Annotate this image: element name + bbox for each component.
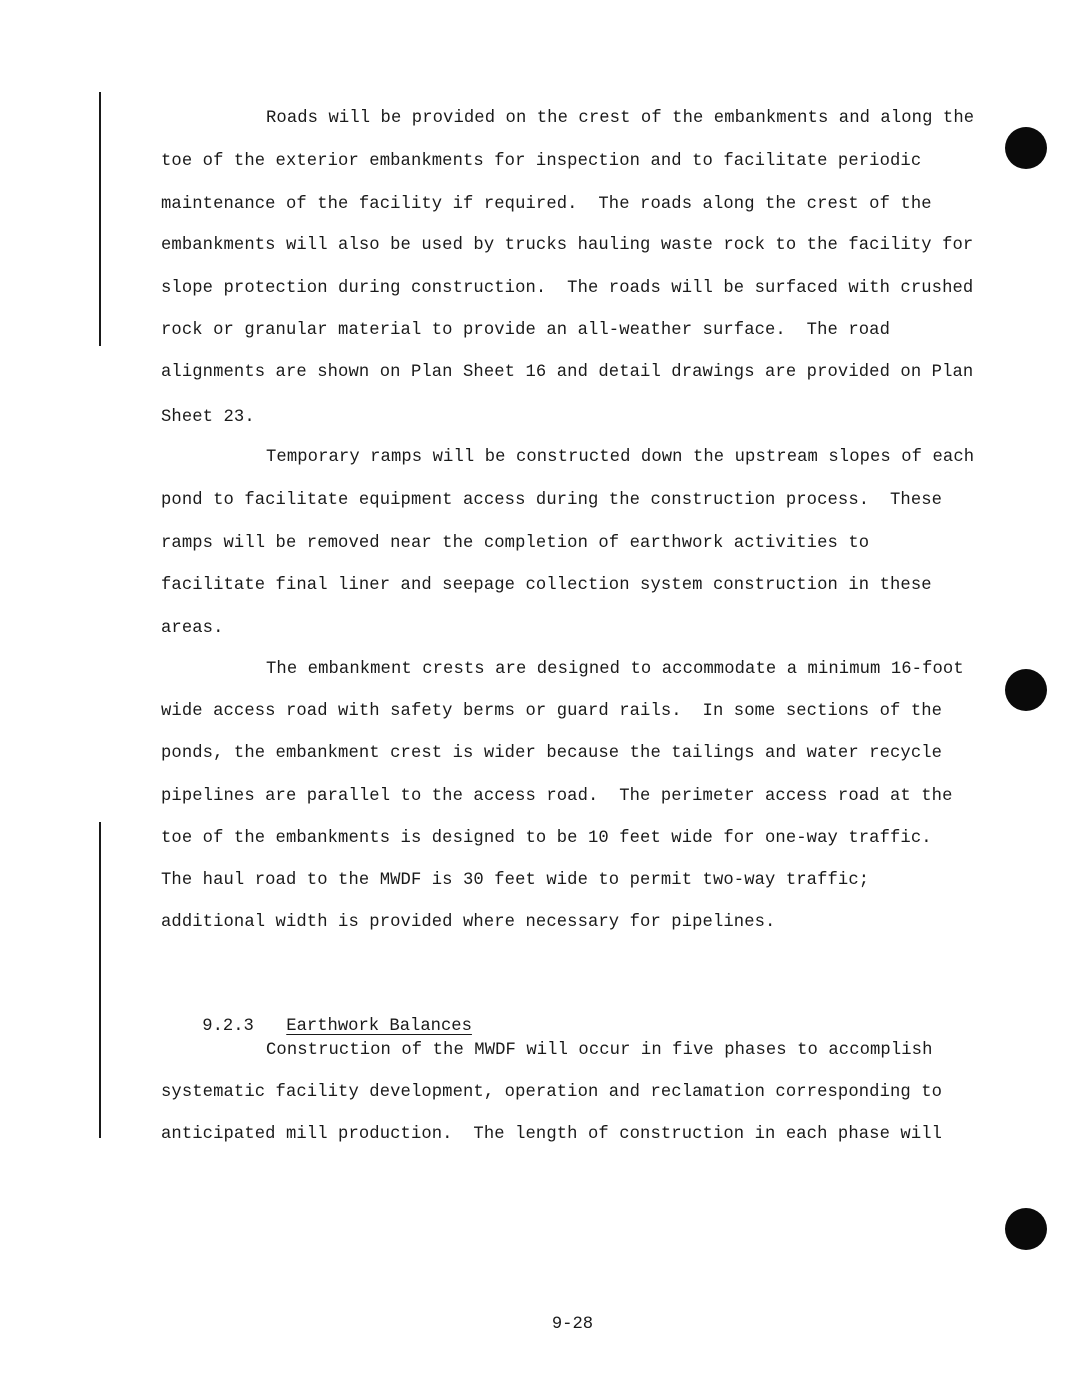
text-line: anticipated mill production. The length of construction in each phase will <box>161 1125 943 1144</box>
text-line: wide access road with safety berms or guard rails. In some sections of the <box>161 702 943 721</box>
revision-bar <box>99 92 101 346</box>
text-line: facilitate final liner and seepage collection system construction in these <box>161 576 932 595</box>
text-line: slope protection during construction. The roads will be surfaced with crushed <box>161 279 974 298</box>
text-line: ponds, the embankment crest is wider because the tailings and water recycle <box>161 744 943 763</box>
text-line: areas. <box>161 619 224 638</box>
text-line: The embankment crests are designed to accommodate a minimum 16-foot <box>266 660 964 679</box>
text-line: toe of the embankments is designed to be 10 feet wide for one-way traffic. <box>161 829 932 848</box>
revision-marker-dot <box>1005 669 1047 711</box>
text-line: rock or granular material to provide an all-weather surface. The road <box>161 321 890 340</box>
text-line: toe of the exterior embankments for inspection and to facilitate periodic <box>161 152 922 171</box>
text-line: ramps will be removed near the completion of earthwork activities to <box>161 534 870 553</box>
text-line: additional width is provided where necessary for pipelines. <box>161 913 776 932</box>
revision-marker-dot <box>1005 1208 1047 1250</box>
text-line: Construction of the MWDF will occur in five phases to accomplish <box>266 1041 933 1060</box>
page-number: 9-28 <box>551 1315 594 1334</box>
text-line: systematic facility development, operation and reclamation corresponding to <box>161 1083 943 1102</box>
revision-bar <box>99 822 101 1138</box>
text-line: alignments are shown on Plan Sheet 16 and detail drawings are provided on Plan <box>161 363 974 382</box>
text-line: Sheet 23. <box>161 408 255 427</box>
section-title: Earthwork Balances <box>286 1017 472 1036</box>
section-number: 9.2.3 <box>202 1017 254 1036</box>
text-line: Temporary ramps will be constructed down the upstream slopes of each <box>266 448 975 467</box>
text-line: embankments will also be used by trucks hauling waste rock to the facility for <box>161 236 974 255</box>
text-line: Roads will be provided on the crest of the embankments and along the <box>266 109 975 128</box>
text-line: The haul road to the MWDF is 30 feet wide to permit two-way traffic; <box>161 871 870 890</box>
text-line: pipelines are parallel to the access road. The perimeter access road at the <box>161 787 953 806</box>
revision-marker-dot <box>1005 127 1047 169</box>
text-line: maintenance of the facility if required. The roads along the crest of the <box>161 195 932 214</box>
text-line: pond to facilitate equipment access during the construction process. These <box>161 491 943 510</box>
